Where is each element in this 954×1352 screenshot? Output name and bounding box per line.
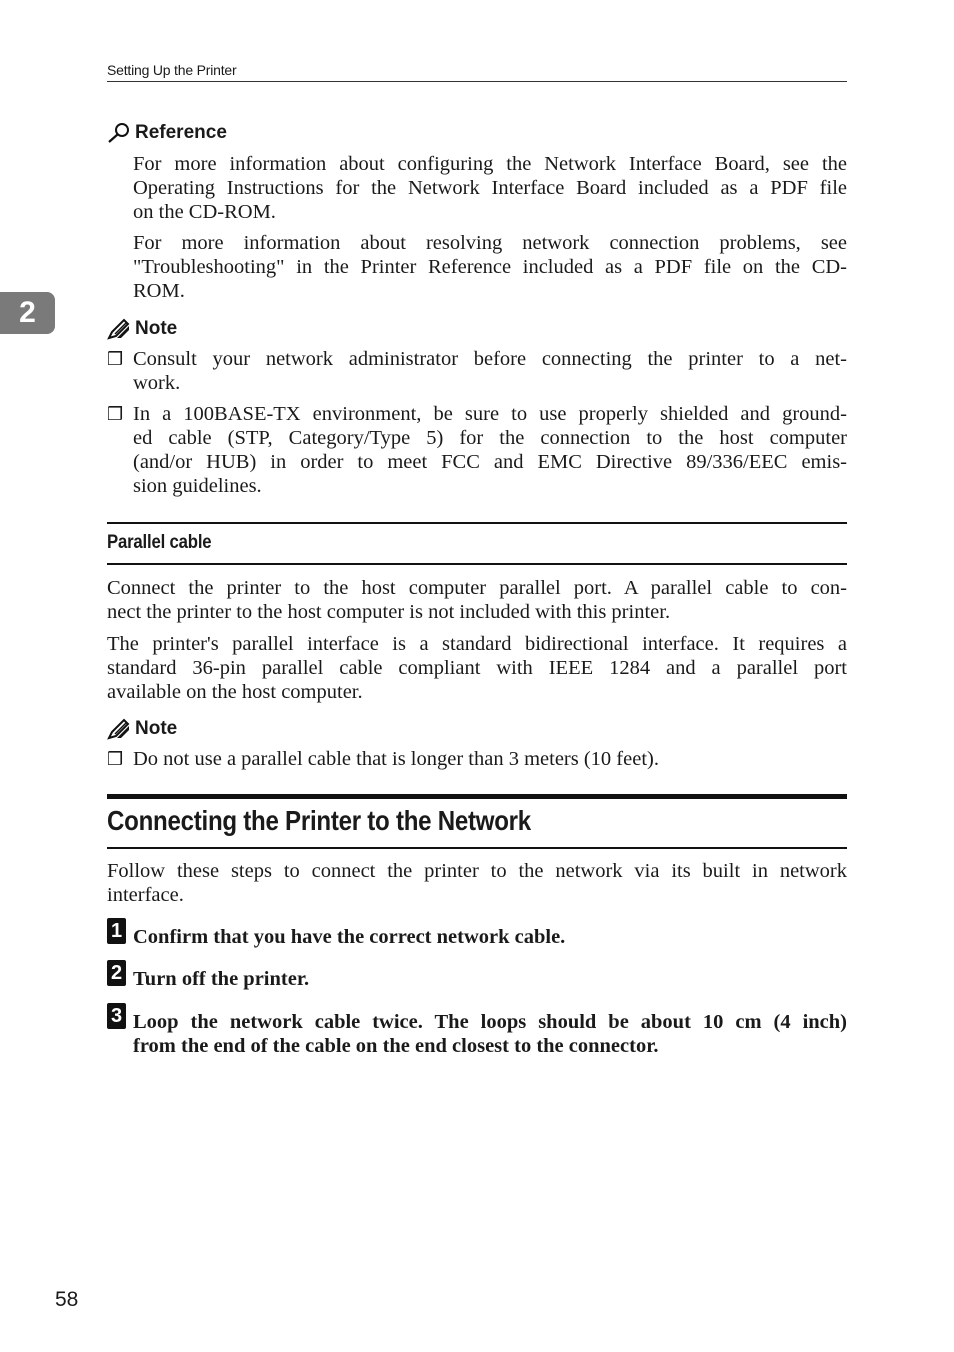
list-item: Consult your network administrator before connecting the printer to a net- work.: [133, 348, 847, 394]
section-title: Connecting the Printer to the Network: [107, 805, 531, 836]
step-3-text: Loop the network cable twice. The loops should be about 10 cm (4 inch) from the end of the cable on the end closest to the connector.: [133, 1011, 847, 1057]
checkbox-bullet-icon: ❒: [107, 404, 124, 424]
pencil-icon: [107, 318, 131, 340]
parallel-paragraph-2: The printer's parallel interface is a standard bidirectional interface. It requires a standard 36-pin parallel cable compliant with IEEE 1284 and a parallel port available on the host computer.: [107, 633, 847, 703]
page-number: 58: [55, 1288, 79, 1311]
divider: [107, 522, 847, 524]
magnifier-icon: [107, 122, 131, 144]
reference-paragraph-2: For more information about resolving network connection problems, see "Troubleshooting" in the Printer Reference included as a PDF file on the CD- ROM.: [133, 232, 847, 302]
step-3-marker: 3: [107, 1003, 126, 1029]
list-item: In a 100BASE-TX environment, be sure to use properly shielded and ground- ed cable (STP, Category/Type 5) for the connection to the host computer (and/or HUB) in order to meet FCC and EMC Directive 89/336/EEC emis- sion guidelines.: [133, 403, 847, 497]
step-1-text: Confirm that you have the correct network cable.: [133, 926, 566, 948]
step-2-text: Turn off the printer.: [133, 968, 310, 990]
subsection-title: Parallel cable: [107, 532, 212, 553]
step-2-marker: 2: [107, 960, 126, 986]
checkbox-bullet-icon: ❒: [107, 749, 124, 769]
divider: [107, 563, 847, 565]
chapter-tab: 2: [0, 292, 55, 334]
parallel-paragraph-1: Connect the printer to the host computer parallel port. A parallel cable to con- nect the printer to the host computer is not included with this printer.: [107, 577, 847, 623]
reference-label: Reference: [107, 122, 227, 144]
note-label: Note: [107, 718, 177, 740]
checkbox-bullet-icon: ❒: [107, 349, 124, 369]
note-label: Note: [107, 318, 177, 340]
running-header: Setting Up the Printer: [107, 62, 847, 82]
step-1-marker: 1: [107, 918, 126, 944]
section-intro: Follow these steps to connect the printer to the network via its built in network interface.: [107, 860, 847, 906]
pencil-icon: [107, 718, 131, 740]
reference-paragraph-1: For more information about configuring the Network Interface Board, see the Operating Instructions for the Network Interface Board included as a PDF file on the CD-ROM.: [133, 153, 847, 223]
section-divider-bottom: [107, 847, 847, 849]
list-item: Do not use a parallel cable that is longer than 3 meters (10 feet).: [133, 748, 659, 770]
section-divider-top: [107, 794, 847, 799]
